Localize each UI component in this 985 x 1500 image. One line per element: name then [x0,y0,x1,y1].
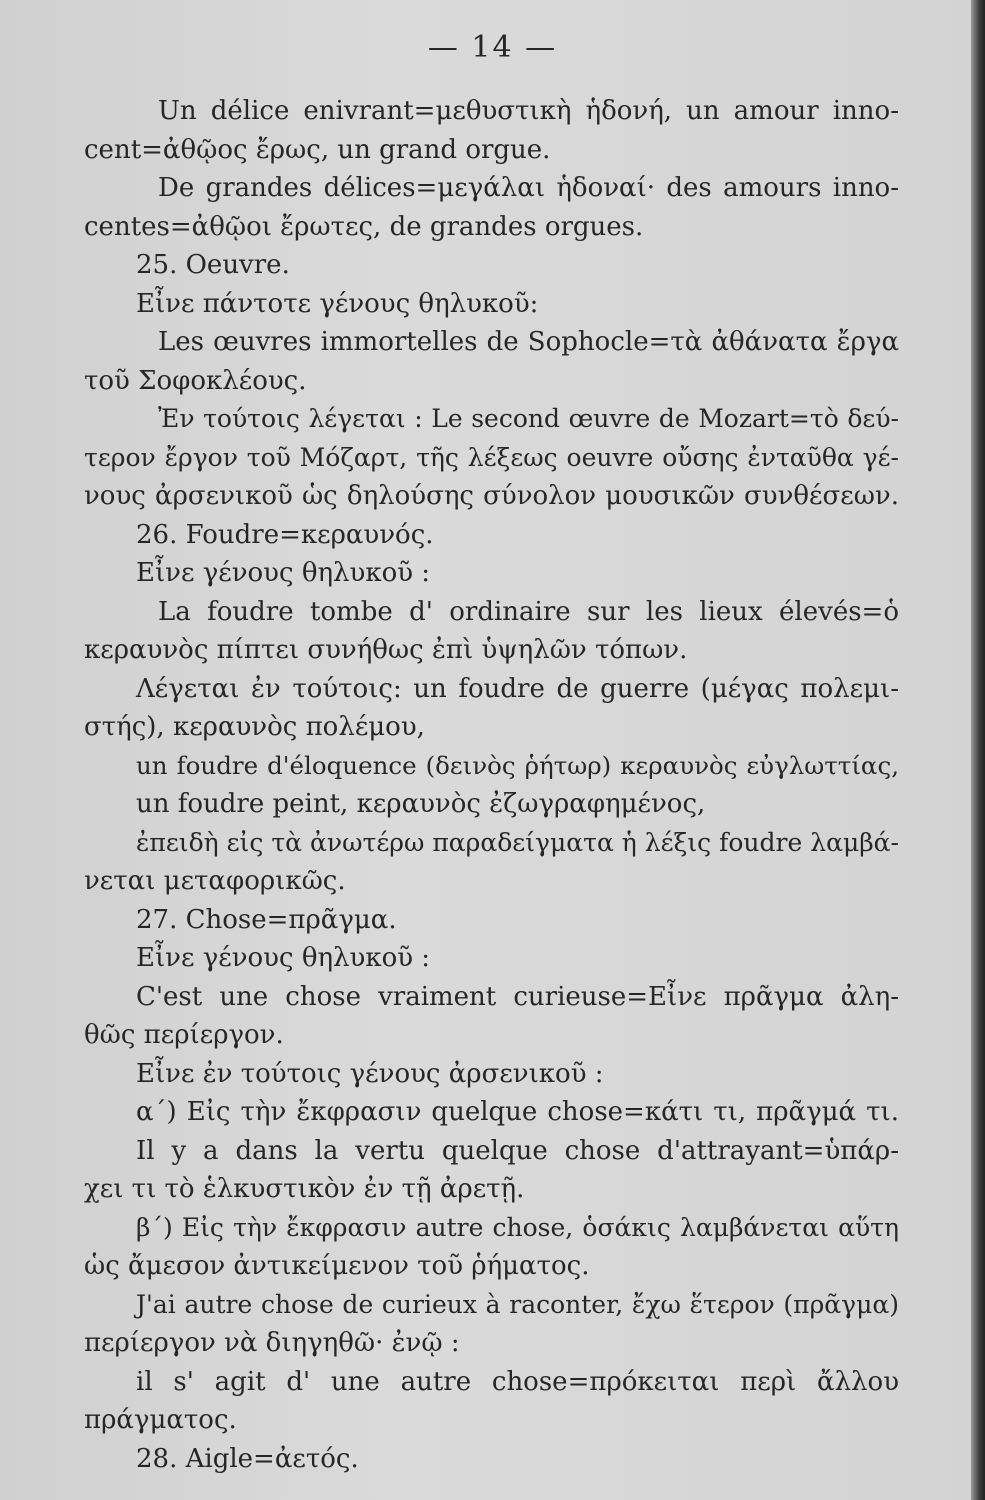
text-line: il s' agit d' une autre chose=πρόκειται περὶ ἄλλου [136,1366,899,1397]
text-line: Il y a dans la vertu quelque chose d'attrayant=ὑπάρ- [136,1135,899,1166]
text-line: La foudre tombe d' ordinaire sur les lieux élevés=ὁ [158,596,899,627]
text-line: Εἶνε γένους θηλυκοῦ : [136,558,431,588]
text-line: un foudre peint, κεραυνὸς ἐζωγραφημένος, [136,789,706,819]
text-line: Ἐν τούτοις λέγεται : Le second œuvre de Mozart=τὸ δεύ- [158,404,899,433]
text-line: πράγματος. [84,1405,237,1435]
text-line: 27. Chose=πρᾶγμα. [136,904,397,935]
text-line: α΄) Εἰς τὴν ἔκφρασιν quelque chose=κάτι τι, πρᾶγμά τι. [136,1097,899,1127]
text-line: 26. Foudre=κεραυνός. [136,519,434,550]
book-spine-shadow [971,0,985,1500]
text-line: De grandes délices=μεγάλαι ἡδοναί· des amours inno- [158,173,899,203]
text-line: Εἶνε ἐν τούτοις γένους ἀρσενικοῦ : [136,1058,604,1089]
text-line: Εἶνε γένους θηλυκοῦ : [136,943,431,973]
text-line: 25. Oeuvre. [136,250,290,280]
body-text [84,92,899,1478]
text-line: J'ai autre chose de curieux à raconter, ἔχω ἕτερον (πρᾶγμα) [136,1289,899,1319]
text-line: centes=ἀθῷοι ἔρωτες, de grandes orgues. [84,211,644,242]
text-line: ὡς ἄμεσον ἀντικείμενον τοῦ ῥήματος. [84,1251,590,1281]
text-line: περίεργον νὰ διηγηθῶ· ἐνῷ : [84,1328,460,1358]
text-line: χει τι τὸ ἑλκυστικὸν ἐν τῇ ἀρετῇ. [84,1174,525,1204]
text-line: cent=ἀθῷος ἔρως, un grand orgue. [84,134,551,165]
text-line: Un délice enivrant=μεθυστικὴ ἡδονή, un amour inno- [158,96,899,126]
text-line: κεραυνὸς πίπτει συνήθως ἐπὶ ὑψηλῶν τόπων. [84,635,688,665]
text-line: ἐπειδὴ εἰς τὰ ἀνωτέρω παραδείγματα ἡ λέξις foudre λαμβά- [136,827,899,857]
text-line: Εἶνε πάντοτε γένους θηλυκοῦ: [136,288,539,319]
text-line: Λέγεται ἐν τούτοις: un foudre de guerre (μέγας πολεμι- [136,673,899,704]
text-line: Les œuvres immortelles de Sophocle=τὰ ἀθάνατα ἔργα [158,327,899,357]
text-line: στής), κεραυνὸς πολέμου, [84,712,425,742]
text-line: β΄) Εἰς τὴν ἔκφρασιν autre chose, ὁσάκις λαμβάνεται αὕτη [136,1212,899,1242]
text-line: νεται μεταφορικῶς. [84,866,346,896]
text-line: τοῦ Σοφοκλέους. [84,365,307,396]
text-line: C'est une chose vraiment curieuse=Εἶνε πρᾶγμα ἀλη- [136,981,899,1012]
text-line: νους ἀρσενικοῦ ὡς δηλούσης σύνολον μουσικῶν συνθέσεων. [84,481,899,511]
page-number: — 14 — [427,30,558,65]
text-line: τερον ἔργον τοῦ Μόζαρτ, τῆς λέξεως oeuvre οὔσης ἐνταῦθα γέ- [84,442,899,472]
text-line: θῶς περίεργον. [84,1020,284,1050]
text-line: un foudre d'éloquence (δεινὸς ῥήτωρ) κεραυνὸς εὐγλωττίας, [136,750,899,780]
text-line: 28. Aigle=ἀετός. [136,1443,359,1474]
